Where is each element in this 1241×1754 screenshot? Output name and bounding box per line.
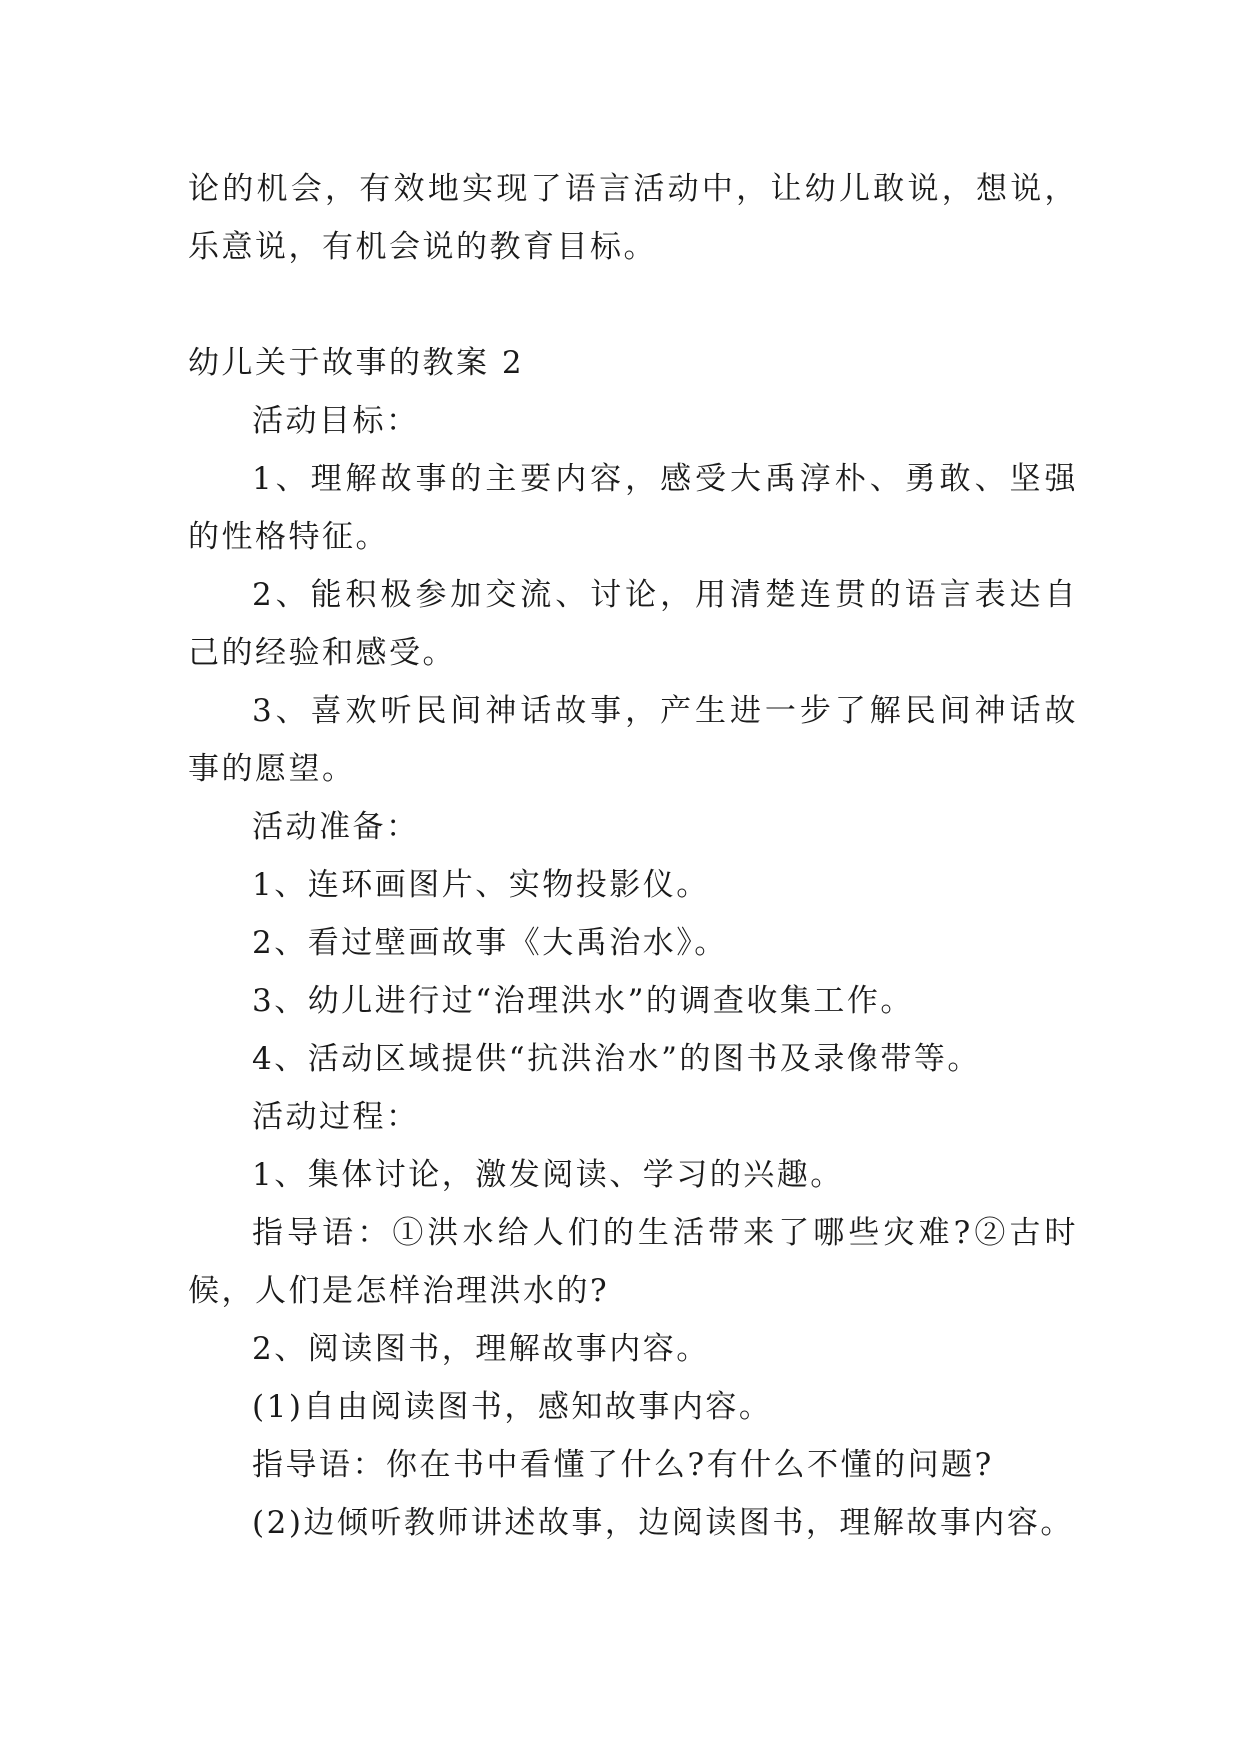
- goal-item-1: 1、理解故事的主要内容，感受大禹淳朴、勇敢、坚强的性格特征。: [188, 461, 1078, 555]
- preparation-item-4: 4、活动区域提供“抗洪治水”的图书及录像带等。: [252, 1041, 981, 1077]
- preparation-item-1: 1、连环画图片、实物投影仪。: [252, 867, 710, 903]
- activity-preparation-heading: 活动准备：: [252, 809, 420, 845]
- preparation-item-3: 3、幼儿进行过“治理洪水”的调查收集工作。: [252, 983, 914, 1019]
- guidance-text-1: 指导语：①洪水给人们的生活带来了哪些灾难?②古时候，人们是怎样治理洪水的?: [188, 1215, 1078, 1309]
- goal-item-3: 3、喜欢听民间神话故事，产生进一步了解民间神话故事的愿望。: [188, 693, 1078, 787]
- section-title: 幼儿关于故事的教案 2: [188, 345, 525, 381]
- activity-process-heading: 活动过程：: [252, 1099, 420, 1135]
- process-substep-2: (2)边倾听教师讲述故事，边阅读图书，理解故事内容。: [252, 1505, 1074, 1541]
- paragraph-continued: 论的机会，有效地实现了语言活动中，让幼儿敢说，想说，乐意说，有机会说的教育目标。: [188, 171, 1078, 265]
- process-step-1: 1、集体讨论，激发阅读、学习的兴趣。: [252, 1157, 844, 1193]
- guidance-text-2: 指导语：你在书中看懂了什么?有什么不懂的问题?: [252, 1447, 994, 1483]
- document-body: [188, 160, 1078, 1552]
- activity-goals-heading: 活动目标：: [252, 403, 420, 439]
- process-substep-1: (1)自由阅读图书，感知故事内容。: [252, 1389, 773, 1425]
- goal-item-2: 2、能积极参加交流、讨论，用清楚连贯的语言表达自己的经验和感受。: [188, 577, 1078, 671]
- process-step-2: 2、阅读图书，理解故事内容。: [252, 1331, 710, 1367]
- preparation-item-2: 2、看过壁画故事《大禹治水》。: [252, 925, 728, 961]
